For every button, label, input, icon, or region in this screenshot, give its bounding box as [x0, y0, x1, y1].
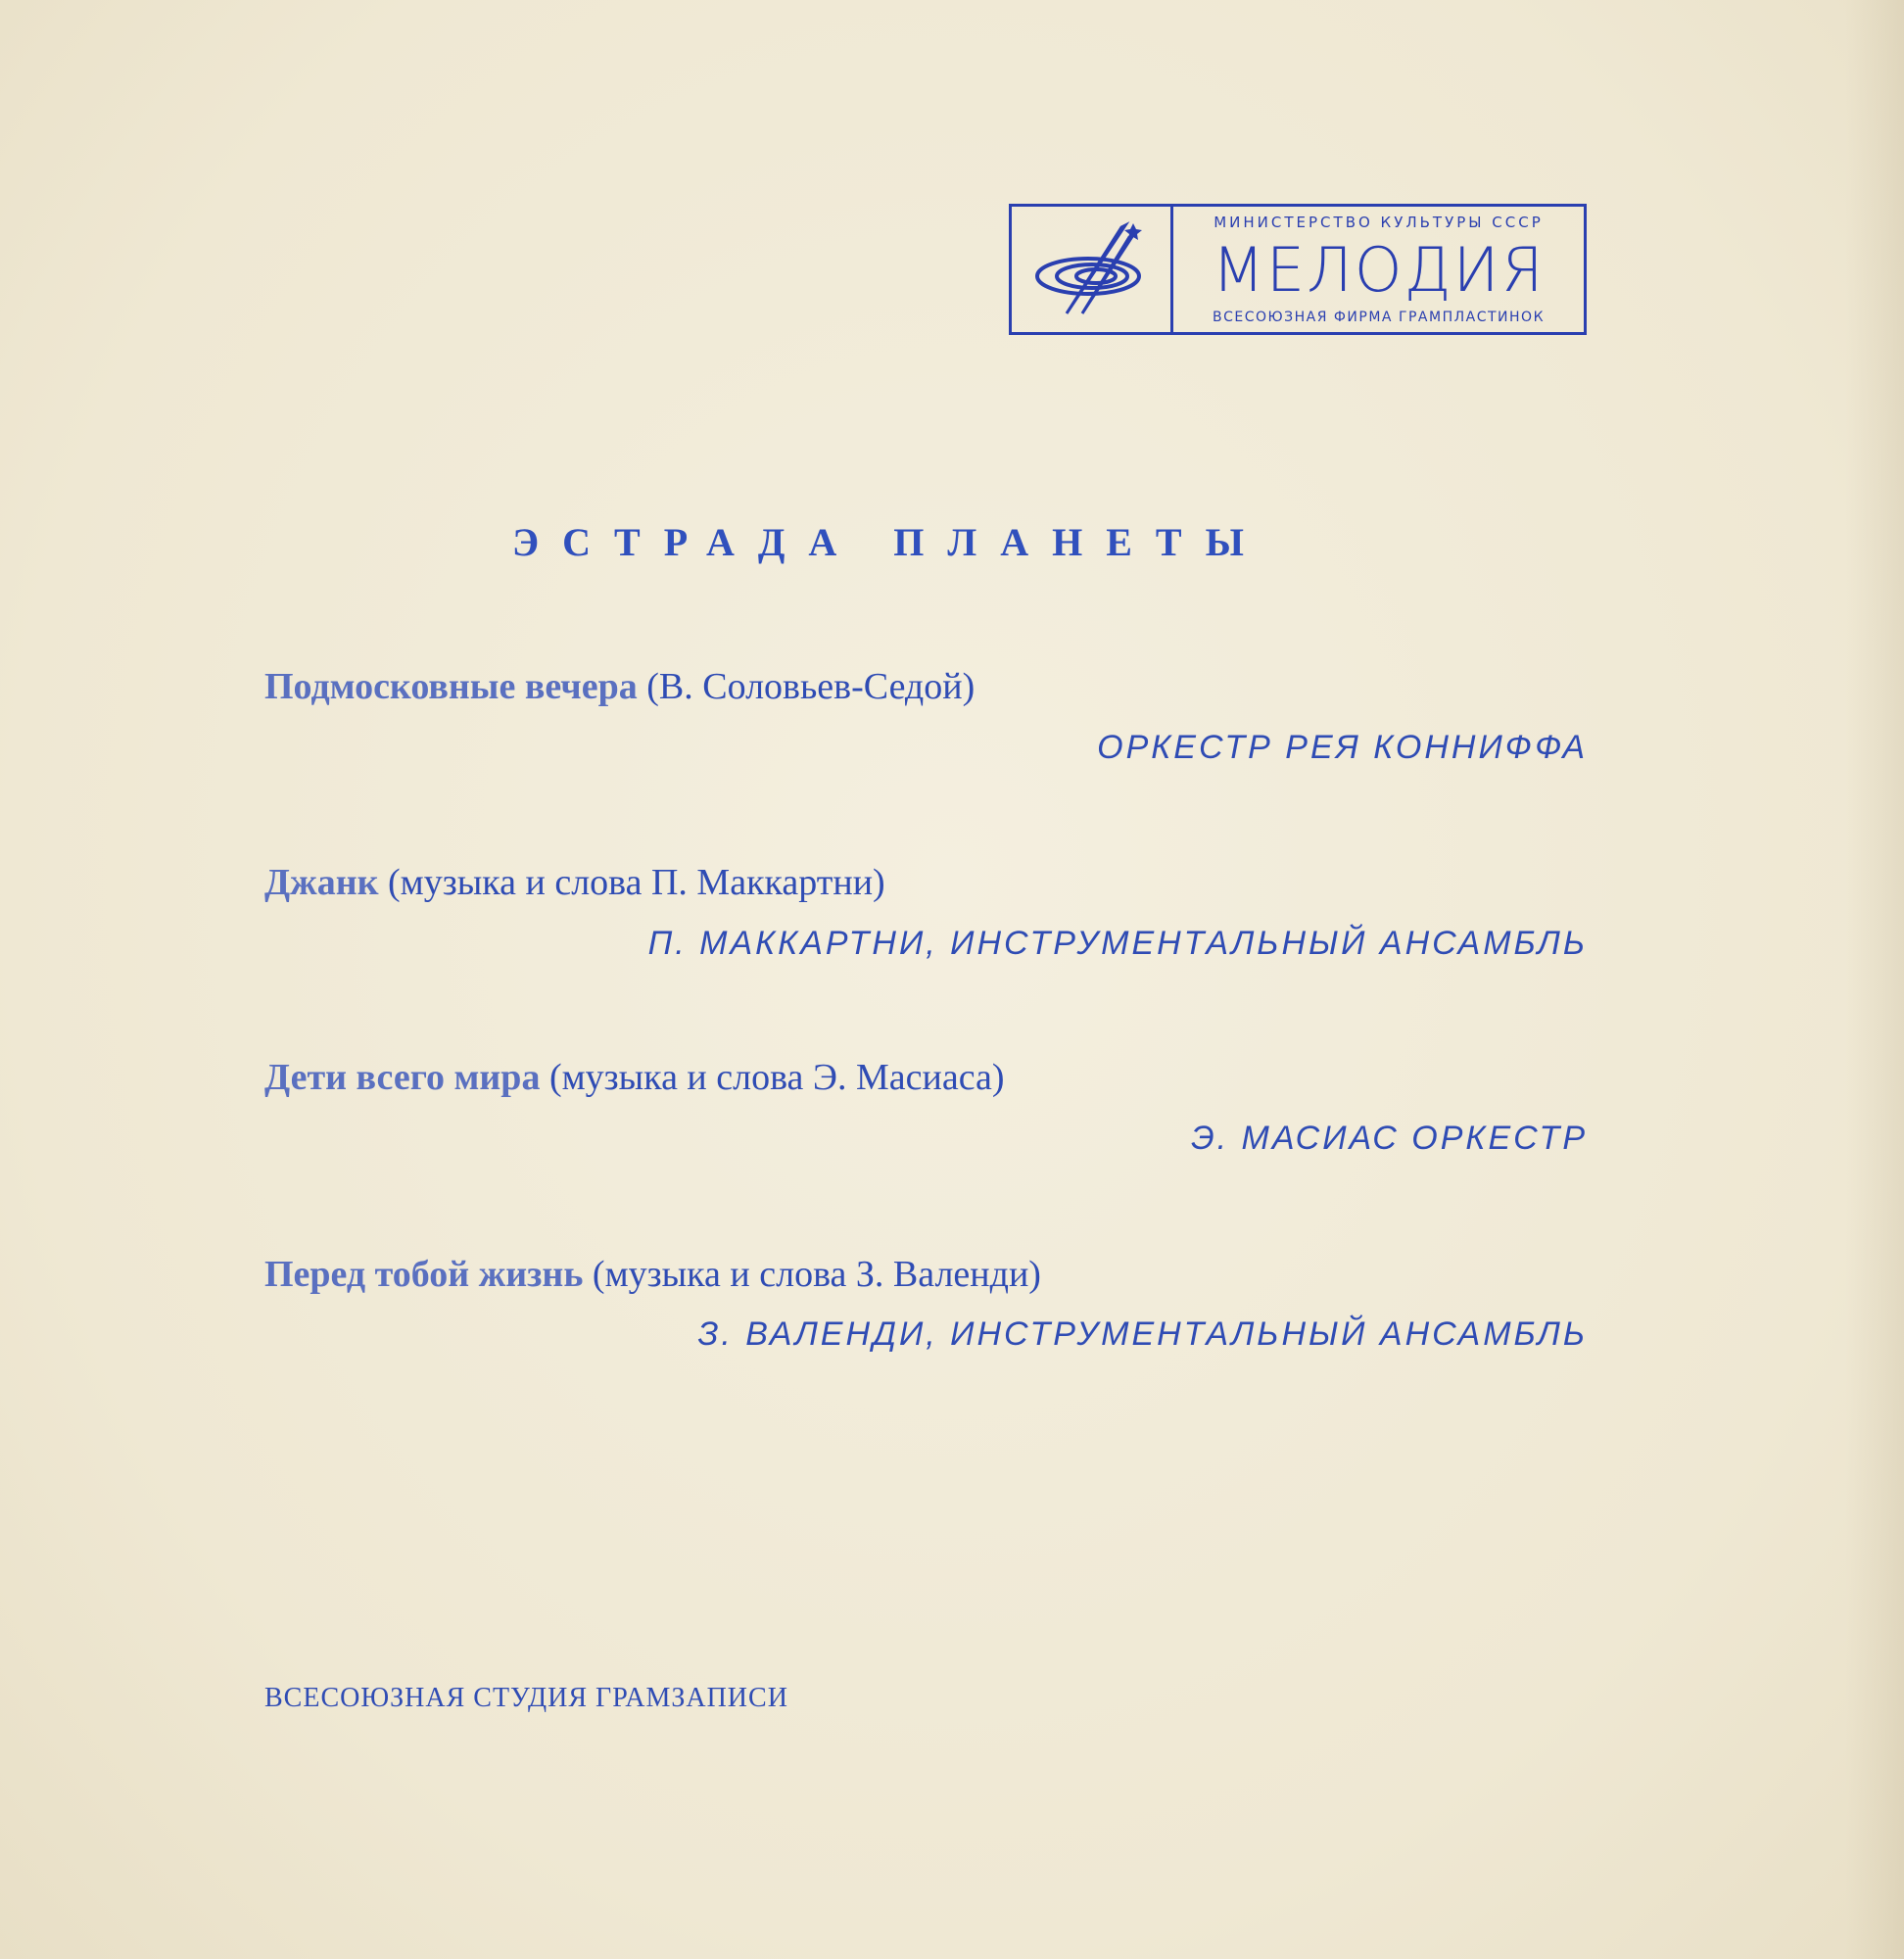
- track-line: [264, 1252, 1041, 1297]
- track-credit: (В. Соловьев-Седой): [646, 666, 976, 707]
- track-performer: З. ВАЛЕНДИ, ИНСТРУМЕНТАЛЬНЫЙ АНСАМБЛЬ: [697, 1315, 1588, 1353]
- paper-edge: [1845, 0, 1904, 1959]
- track-performer: ОРКЕСТР РЕЯ КОННИФФА: [1097, 729, 1588, 766]
- track-performer: Э. МАСИАС ОРКЕСТР: [1191, 1120, 1588, 1157]
- logo-company-text: ВСЕСОЮЗНАЯ ФИРМА ГРАМПЛАСТИНОК: [1212, 309, 1546, 325]
- studio-footer: ВСЕСОЮЗНАЯ СТУДИЯ ГРАМЗАПИСИ: [264, 1683, 788, 1713]
- melodiya-emblem-icon: [1012, 207, 1173, 332]
- track-performer: П. МАККАРТНИ, ИНСТРУМЕНТАЛЬНЫЙ АНСАМБЛЬ: [647, 925, 1588, 962]
- album-title: ЭСТРАДА ПЛАНЕТЫ: [512, 520, 1267, 564]
- track-name: Подмосковные вечера: [264, 666, 638, 707]
- track-line: [264, 1055, 1005, 1100]
- track-credit: (музыка и слова П. Маккартни): [388, 862, 885, 903]
- logo-brand-text: МЕЛОДИЯ: [1212, 233, 1546, 306]
- logo-ministry-text: МИНИСТЕРСТВО КУЛЬТУРЫ СССР: [1214, 213, 1544, 231]
- track-credit: (музыка и слова Э. Масиаса): [548, 1057, 1005, 1098]
- melodiya-logo: [1009, 204, 1587, 335]
- track-line: [264, 664, 975, 709]
- track-name: Джанк: [264, 862, 379, 903]
- track-name: Перед тобой жизнь: [264, 1254, 584, 1295]
- track-name: Дети всего мира: [264, 1057, 541, 1098]
- track-credit: (музыка и слова З. Валенди): [592, 1254, 1041, 1295]
- track-line: [264, 860, 885, 905]
